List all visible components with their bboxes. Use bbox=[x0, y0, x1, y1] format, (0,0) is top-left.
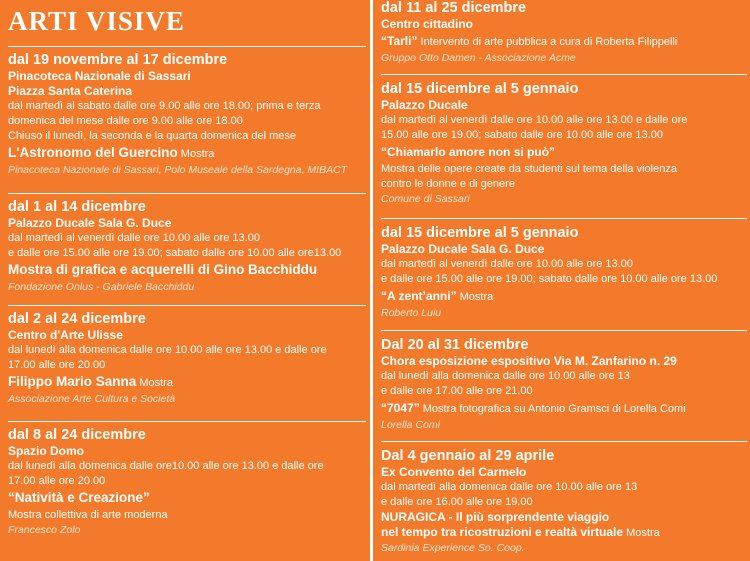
event-hours: dal martedì al sabato dalle ore 9.00 alle ore 18.00; prima e terza bbox=[8, 100, 321, 112]
event-hours: dal martedì al venerdì dalle ore 10.00 alle ore 13.00 bbox=[381, 258, 633, 270]
event-credit: Sardinia Experience So. Coop. bbox=[381, 542, 525, 554]
event-title: “Tarli” bbox=[381, 34, 418, 48]
event-nuragica bbox=[381, 448, 747, 556]
event-kind: Mostra bbox=[180, 148, 215, 160]
event-venue: Centro cittadino bbox=[381, 17, 473, 31]
event-title: Mostra di grafica e acquerelli di Gino Bacchiddu bbox=[8, 262, 318, 277]
event-hours: dal martedì alla domenica dalle ore 10.00 alle ore 13 bbox=[381, 481, 638, 493]
event-date: dal 15 dicembre al 5 gennaio bbox=[381, 225, 579, 241]
column-divider bbox=[370, 0, 373, 561]
event-hours: e dalle ore 17.00 alle ore 21.00 bbox=[381, 385, 533, 397]
event-sanna bbox=[8, 311, 366, 407]
event-astronomo bbox=[8, 52, 366, 178]
event-hours: 17.00 alle ore 20.00 bbox=[8, 359, 106, 371]
separator bbox=[8, 193, 366, 194]
event-date: Dal 20 al 31 dicembre bbox=[381, 337, 529, 353]
event-kind: Mostra fotografica su Antonio Gramsci di Lorella Comi bbox=[419, 403, 686, 415]
event-title: Filippo Mario Sanna bbox=[8, 374, 137, 389]
event-zent-anni bbox=[381, 225, 747, 321]
event-hours: dal lunedì alla domenica dalle ore 10.00 alle ore 13 bbox=[381, 370, 630, 382]
event-hours: Chiuso il lunedì, la seconda e la quarta domenica del mese bbox=[8, 130, 297, 142]
event-credit: Pinacoteca Nazionale di Sassari, Polo Museale della Sardegna, MIBACT bbox=[8, 164, 348, 176]
event-description: Mostra collettiva di arte moderna bbox=[8, 509, 168, 521]
event-venue: Palazzo Ducale Sala G. Duce bbox=[381, 242, 545, 256]
event-venue: Pinacoteca Nazionale di Sassari bbox=[8, 69, 191, 83]
event-venue: Centro d'Arte Ulisse bbox=[8, 328, 123, 342]
event-date: dal 11 al 25 dicembre bbox=[381, 0, 527, 16]
event-venue: Piazza Santa Caterina bbox=[8, 84, 133, 98]
event-hours: dal martedì al venerdì dalle ore 10.00 alle ore 13.00 bbox=[8, 232, 260, 244]
event-hours: 15.00 alle ore 19.00; sabato dalle ore 10.00 alle ore 13.00 bbox=[381, 129, 663, 141]
event-credit: Associazione Arte Cultura e Società bbox=[8, 393, 176, 405]
event-venue: Palazzo Ducale Sala G. Duce bbox=[8, 216, 172, 230]
event-kind: Mostra bbox=[623, 527, 660, 539]
event-title: NURAGICA - Il più sorprendente viaggio bbox=[381, 510, 610, 524]
event-hours: e dalle ore 15.00 alle ore 19.00; sabato dalle ore 10.00 alle ore 13.00 bbox=[381, 273, 718, 285]
event-title: “Natività e Creazione” bbox=[8, 490, 150, 505]
event-hours: dal lunedì alla domenica dalle ore10.00 alle ore 13.00 e dalle ore bbox=[8, 460, 324, 472]
event-hours: e dalle ore 15.00 alle ore 19.00; sabato dalle ore 10.00 alle ore13.00 bbox=[8, 247, 342, 259]
event-credit: Francesco Zolo bbox=[8, 524, 81, 536]
event-venue: Chora esposizione espositivo Via M. Zanfarino n. 29 bbox=[381, 354, 677, 368]
event-venue: Ex Convento del Carmelo bbox=[381, 465, 527, 479]
separator bbox=[8, 421, 366, 422]
event-credit: Gruppo Otto Damen - Associazione Acme bbox=[381, 52, 576, 64]
event-credit: Comune di Sassari bbox=[381, 193, 470, 205]
event-kind: Intervento di arte pubblica a cura di Roberta Filippelli bbox=[417, 36, 678, 48]
event-kind: Mostra bbox=[139, 377, 173, 389]
event-date: Dal 4 gennaio al 29 aprile bbox=[381, 448, 555, 464]
separator bbox=[381, 441, 747, 442]
separator bbox=[381, 218, 747, 219]
event-chiamarlo-amore bbox=[381, 81, 747, 207]
event-hours: dal lunedì alla domenica dalle ore 10.00 alle ore 13.00 e dalle ore bbox=[8, 344, 327, 356]
separator bbox=[8, 46, 366, 47]
event-bacchiddu bbox=[8, 199, 366, 295]
event-date: dal 15 dicembre al 5 gennaio bbox=[381, 81, 579, 97]
event-venue: Palazzo Ducale bbox=[381, 98, 468, 112]
event-hours: domenica del mese dalle ore 9.00 alle ore 18.00 bbox=[8, 115, 243, 127]
separator bbox=[381, 74, 747, 75]
separator bbox=[8, 305, 366, 306]
event-venue: Spazio Domo bbox=[8, 444, 85, 458]
event-hours: e dalle ore 16.00 alle ore 19.00 bbox=[381, 496, 533, 508]
event-title: “7047” bbox=[381, 401, 420, 415]
event-title: “Chiamarlo amore non si può” bbox=[381, 145, 556, 159]
event-title: nel tempo tra ricostruzioni e realtà virtuale bbox=[381, 525, 624, 539]
event-date: dal 8 al 24 dicembre bbox=[8, 427, 146, 443]
event-date: dal 2 al 24 dicembre bbox=[8, 311, 146, 327]
event-description: contro le donne e di genere bbox=[381, 178, 515, 190]
event-date: dal 19 novembre al 17 dicembre bbox=[8, 52, 228, 68]
event-7047 bbox=[381, 337, 747, 433]
event-hours: dal martedì al venerdì dalle ore 10.00 alle ore 13.00 e dalle ore bbox=[381, 114, 688, 126]
event-title: L'Astronomo del Guercino bbox=[8, 145, 178, 160]
event-hours: 17.00 alle ore 20.00 bbox=[8, 475, 106, 487]
event-credit: Lorella Comi bbox=[381, 419, 440, 431]
page-title: ARTI VISIVE bbox=[8, 6, 185, 36]
event-nativita bbox=[8, 427, 366, 538]
event-tarli bbox=[381, 0, 747, 66]
event-credit: Fondazione Onlus - Gabriele Bacchiddu bbox=[8, 281, 195, 293]
separator bbox=[381, 330, 747, 331]
event-description: Mostra delle opere create da studenti sul tema della violenza bbox=[381, 163, 677, 175]
event-title: “A zent’anni” bbox=[381, 289, 457, 303]
event-date: dal 1 al 14 dicembre bbox=[8, 199, 146, 215]
event-credit: Roberto Luiu bbox=[381, 307, 442, 319]
event-kind: Mostra bbox=[456, 291, 494, 303]
